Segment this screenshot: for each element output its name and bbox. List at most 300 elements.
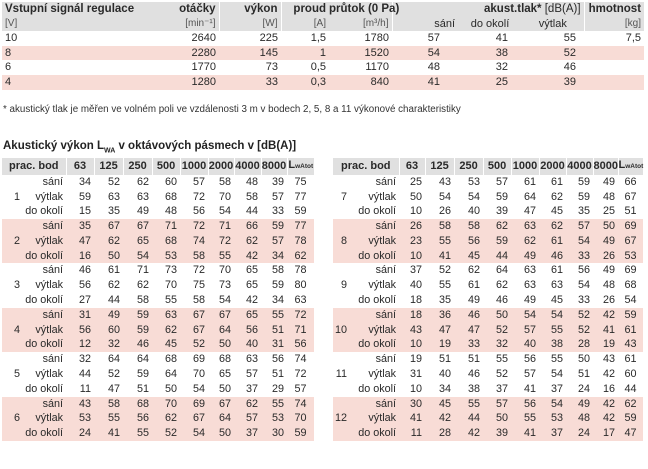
table-row [2,382,314,397]
band-value-cell: 55 [219,249,232,262]
band-value-cell: 46 [496,294,509,307]
cell: 39 [563,75,577,88]
band-value-cell: 49 [468,294,481,307]
band-value-cell: 42 [439,412,452,425]
operating-point-number [333,293,349,308]
band-value-cell: 62 [165,412,178,425]
band-value-cell: 64 [137,353,150,366]
measurement-location: výtlak [35,367,64,380]
band-value-cell: 26 [603,294,616,307]
band-value-cell: 17 [603,427,616,440]
cell: 55 [563,32,577,45]
operating-point-number [333,308,349,323]
band-value-cell: 53 [165,249,178,262]
total-power-cell: 54 [624,294,637,307]
band-value-cell: 50 [165,382,178,395]
measurement-location: sání [42,175,64,188]
band-value-cell: 54 [551,397,564,410]
band-value-cell: 32 [108,338,121,351]
table-row [2,337,314,352]
subheader-suction: sání [392,17,458,32]
total-power-cell: 70 [294,412,307,425]
band-value-cell: 47 [439,323,452,336]
header-weight: hmotnost [584,2,644,17]
band-value-cell: 75 [193,279,206,292]
band-value-cell: 64 [219,412,232,425]
cell: 10 [5,32,18,45]
band-value-cell: 53 [468,175,481,188]
operating-point-number [333,382,349,397]
band-value-cell: 70 [219,190,232,203]
band-value-cell: 37 [551,382,564,395]
band-value-cell: 37 [246,382,259,395]
band-value-cell: 49 [603,264,616,277]
band-value-cell: 57 [524,323,537,336]
band-value-cell: 44 [468,412,481,425]
header-total-power-main: L [618,159,626,171]
band-value-cell: 52 [108,367,121,380]
band-value-cell: 48 [603,190,616,203]
band-value-cell: 67 [219,397,232,410]
band-value-cell: 59 [137,367,150,380]
band-value-cell: 45 [165,338,178,351]
band-value-cell: 62 [496,279,509,292]
table-row [2,293,314,308]
table-row [333,175,643,190]
band-value-cell: 63 [524,279,537,292]
table-row [2,46,644,61]
band-value-cell: 52 [108,175,121,188]
table-row [333,367,643,382]
band-value-cell: 58 [468,220,481,233]
band-value-cell: 57 [246,367,259,380]
band-value-cell: 54 [578,234,591,247]
band-value-cell: 57 [496,397,509,410]
band-value-cell: 54 [193,427,206,440]
band-value-cell: 57 [524,367,537,380]
table-row [333,219,643,234]
band-value-cell: 60 [165,175,178,188]
header-power: výkon [219,2,281,17]
unit-power: [W] [219,17,281,32]
band-value-cell: 45 [551,294,564,307]
band-value-cell: 38 [468,382,481,395]
band-value-cell: 19 [439,338,452,351]
band-value-cell: 70 [165,397,178,410]
total-power-cell: 59 [294,427,307,440]
band-value-cell: 61 [551,264,564,277]
octave-table-right [333,158,643,441]
band-value-cell: 64 [108,353,121,366]
band-value-cell: 44 [79,367,92,380]
unit-input-signal: [V] [5,17,18,29]
band-value-cell: 33 [468,338,481,351]
operating-point-number [333,219,349,234]
band-value-cell: 31 [272,338,285,351]
band-value-cell: 35 [108,205,121,218]
measurement-location: sání [375,175,397,188]
band-value-cell: 57 [246,412,259,425]
band-value-cell: 56 [272,353,285,366]
band-value-cell: 42 [603,397,616,410]
band-value-cell: 70 [165,279,178,292]
operating-point-number: 1 [13,190,20,203]
band-value-cell: 10 [410,249,423,262]
header-band: 63 [399,158,425,175]
measurement-location: sání [375,353,397,366]
band-value-cell: 62 [246,397,259,410]
cell: 52 [563,46,577,59]
operating-point-number [333,204,349,219]
band-value-cell: 54 [219,205,232,218]
total-power-cell: 71 [294,323,307,336]
subheader-discharge: výtlak [538,17,567,30]
operating-point-number [2,397,22,412]
band-value-cell: 47 [108,382,121,395]
band-value-cell: 49 [524,294,537,307]
band-value-cell: 23 [410,234,423,247]
band-value-cell: 52 [496,367,509,380]
operating-point-number: 2 [13,234,20,247]
band-value-cell: 59 [137,323,150,336]
band-value-cell: 54 [193,382,206,395]
band-value-cell: 63 [246,353,259,366]
measurement-location: sání [42,308,64,321]
band-value-cell: 39 [496,205,509,218]
total-power-cell: 68 [624,279,637,292]
operating-point-number [333,263,349,278]
band-value-cell: 71 [137,264,150,277]
band-value-cell: 56 [468,234,481,247]
table-row [2,75,644,90]
band-value-cell: 48 [246,175,259,188]
band-value-cell: 72 [193,264,206,277]
band-value-cell: 35 [439,294,452,307]
band-value-cell: 64 [165,367,178,380]
band-value-cell: 59 [272,220,285,233]
table-row [333,263,643,278]
operating-point-number [2,249,22,264]
band-value-cell: 10 [410,382,423,395]
band-value-cell: 62 [524,234,537,247]
header-total-power-sub: wAtot [625,163,644,170]
band-value-cell: 62 [246,234,259,247]
measurement-location: sání [42,220,64,233]
band-value-cell: 25 [603,205,616,218]
band-value-cell: 49 [524,249,537,262]
cell: 38 [495,46,508,59]
band-value-cell: 24 [79,427,92,440]
band-value-cell: 40 [439,367,452,380]
header-band: 2000 [208,158,234,175]
header-band: 1000 [180,158,208,175]
cell [584,46,644,61]
total-power-cell: 69 [624,220,637,233]
total-power-cell: 69 [624,264,637,277]
band-value-cell: 59 [272,279,285,292]
operating-point-number [2,204,22,219]
band-value-cell: 56 [578,264,591,277]
band-value-cell: 54 [524,308,537,321]
header-total-power [287,158,314,175]
operating-point-number: 6 [13,412,20,425]
band-value-cell: 49 [578,397,591,410]
header-band: 250 [123,158,152,175]
section-title [3,140,296,154]
band-value-cell: 53 [272,412,285,425]
band-value-cell: 61 [551,234,564,247]
total-power-cell: 75 [294,175,307,188]
band-value-cell: 49 [603,175,616,188]
band-value-cell: 63 [108,190,121,203]
table-row [2,397,314,412]
cell: 1,5 [310,32,326,45]
band-value-cell: 56 [246,323,259,336]
measurement-location: výtlak [35,323,64,336]
table-row [2,367,314,382]
band-value-cell: 72 [219,234,232,247]
operating-point-number [333,352,349,367]
measurement-location: výtlak [35,234,64,247]
cell: 54 [427,46,440,59]
total-power-cell: 47 [624,427,637,440]
table-row [333,293,643,308]
band-value-cell: 57 [272,234,285,247]
band-value-cell: 74 [193,234,206,247]
measurement-location: sání [42,397,64,410]
total-power-cell: 72 [294,308,307,321]
measurement-location: sání [375,220,397,233]
band-value-cell: 59 [578,190,591,203]
table-row [333,249,643,264]
total-power-cell: 62 [294,249,307,262]
band-value-cell: 65 [246,264,259,277]
band-value-cell: 44 [496,249,509,262]
operating-point-number: 4 [13,323,20,336]
band-value-cell: 35 [578,205,591,218]
band-value-cell: 54 [551,367,564,380]
band-value-cell: 50 [219,427,232,440]
total-power-cell: 61 [624,323,637,336]
header-total-power-sub: wAtot [295,163,314,170]
band-value-cell: 51 [137,382,150,395]
cell: 57 [427,32,440,45]
band-value-cell: 47 [79,234,92,247]
band-value-cell: 34 [272,294,285,307]
header-sound-pressure [392,2,584,17]
band-value-cell: 64 [496,264,509,277]
band-value-cell: 29 [272,382,285,395]
band-value-cell: 47 [524,205,537,218]
total-power-cell: 78 [294,264,307,277]
table-row [2,249,314,264]
table-row [2,411,314,426]
header-band: 4000 [234,158,261,175]
cell: 8 [5,46,12,59]
band-value-cell: 40 [246,338,259,351]
header-input-signal: Vstupní signál regulace [5,3,135,15]
measurement-location: sání [375,308,397,321]
total-power-cell: 77 [294,220,307,233]
band-value-cell: 54 [137,249,150,262]
band-value-cell: 68 [165,234,178,247]
table-row [333,323,643,338]
cell: 0,3 [310,75,326,88]
total-power-cell: 59 [624,308,637,321]
band-value-cell: 34 [272,249,285,262]
header-operating-point: prac. bod [9,160,59,172]
band-value-cell: 43 [439,175,452,188]
band-value-cell: 12 [79,338,92,351]
band-value-cell: 42 [246,294,259,307]
band-value-cell: 63 [524,220,537,233]
octave-header-row [2,158,314,175]
band-value-cell: 63 [137,190,150,203]
operating-point-number [2,426,22,441]
band-value-cell: 56 [524,353,537,366]
band-value-cell: 65 [246,279,259,292]
total-power-cell: 67 [624,190,637,203]
header-current: proud [281,2,329,17]
measurement-location: do okolí [358,294,397,307]
band-value-cell: 59 [79,190,92,203]
band-value-cell: 58 [219,175,232,188]
measurement-location: do okolí [25,338,64,351]
measurement-location: do okolí [358,382,397,395]
band-value-cell: 41 [439,249,452,262]
operating-point-number [333,337,349,352]
header-total-power-main: L [288,159,296,171]
operating-point-number [333,249,349,264]
table-row [2,219,314,234]
band-value-cell: 56 [137,412,150,425]
band-value-cell: 70 [193,367,206,380]
band-value-cell: 55 [108,412,121,425]
band-value-cell: 27 [79,294,92,307]
table-row [2,263,314,278]
band-value-cell: 58 [439,220,452,233]
header-band: 500 [152,158,180,175]
table-row [333,352,643,367]
band-value-cell: 67 [193,412,206,425]
band-value-cell: 62 [468,264,481,277]
band-value-cell: 41 [524,427,537,440]
cell: 6 [5,61,12,74]
operating-point-number: 12 [334,412,347,425]
band-value-cell: 49 [108,308,121,321]
band-value-cell: 52 [193,338,206,351]
measurement-location: sání [42,353,64,366]
band-value-cell: 41 [603,323,616,336]
band-value-cell: 54 [551,308,564,321]
table-row [2,308,314,323]
band-value-cell: 52 [165,427,178,440]
header-band: 125 [425,158,454,175]
measurement-location: sání [375,264,397,277]
measurement-location: do okolí [358,205,397,218]
band-value-cell: 67 [193,308,206,321]
band-value-cell: 45 [468,249,481,262]
band-value-cell: 39 [496,427,509,440]
header-total-power [618,158,643,175]
band-value-cell: 55 [439,279,452,292]
band-value-cell: 57 [272,190,285,203]
cell: 46 [563,61,577,74]
operating-point-number: 8 [340,234,347,247]
table-row [333,308,643,323]
band-value-cell: 68 [165,353,178,366]
operating-point-number: 3 [13,279,20,292]
operating-point-number: 9 [340,279,347,292]
total-power-cell: 59 [624,412,637,425]
band-value-cell: 61 [551,175,564,188]
total-power-cell: 77 [294,190,307,203]
band-value-cell: 61 [524,175,537,188]
band-value-cell: 60 [108,323,121,336]
band-value-cell: 11 [410,427,423,440]
band-value-cell: 49 [603,234,616,247]
footnote: * akustický tlak je měřen ve volném poli ve vzdálenosti 3 m v bodech 2, 5, 8 a 11 výkonové charakteristiky [3,104,461,115]
section-title-subscript: WA [103,147,116,155]
cell: 1780 [364,32,389,45]
band-value-cell: 37 [246,427,259,440]
band-value-cell: 48 [603,279,616,292]
band-value-cell: 50 [603,220,616,233]
cell: 73 [265,61,278,74]
band-value-cell: 41 [524,382,537,395]
band-value-cell: 47 [468,323,481,336]
band-value-cell: 26 [439,205,452,218]
band-value-cell: 66 [246,220,259,233]
table-row [333,190,643,205]
table-row [333,234,643,249]
band-value-cell: 10 [410,205,423,218]
band-value-cell: 58 [137,294,150,307]
band-value-cell: 28 [578,338,591,351]
band-value-cell: 68 [165,190,178,203]
band-value-cell: 24 [578,382,591,395]
band-value-cell: 35 [79,220,92,233]
unit-airflow: [m³/h] [362,17,389,29]
table-unit-row [2,17,644,32]
band-value-cell: 62 [551,220,564,233]
band-value-cell: 63 [165,308,178,321]
band-value-cell: 62 [551,190,564,203]
total-power-cell: 44 [624,382,637,395]
cell: 4 [5,75,12,88]
measurement-location: výtlak [368,323,397,336]
band-value-cell: 67 [108,220,121,233]
band-value-cell: 46 [137,338,150,351]
band-value-cell: 42 [603,308,616,321]
band-value-cell: 28 [439,427,452,440]
band-value-cell: 34 [439,382,452,395]
octave-header-row [333,158,643,175]
header-operating-point: prac. bod [341,160,391,172]
table-row [2,60,644,75]
fan-parameters-table [2,2,644,90]
band-value-cell: 40 [468,205,481,218]
operating-point-number: 10 [334,323,347,336]
band-value-cell: 16 [79,249,92,262]
header-band: 4000 [566,158,593,175]
cell: 2280 [191,46,216,59]
section-title-main: Akustický výkon L [3,140,104,152]
band-value-cell: 42 [603,367,616,380]
measurement-location: výtlak [368,412,397,425]
band-value-cell: 44 [246,205,259,218]
band-value-cell: 67 [193,323,206,336]
